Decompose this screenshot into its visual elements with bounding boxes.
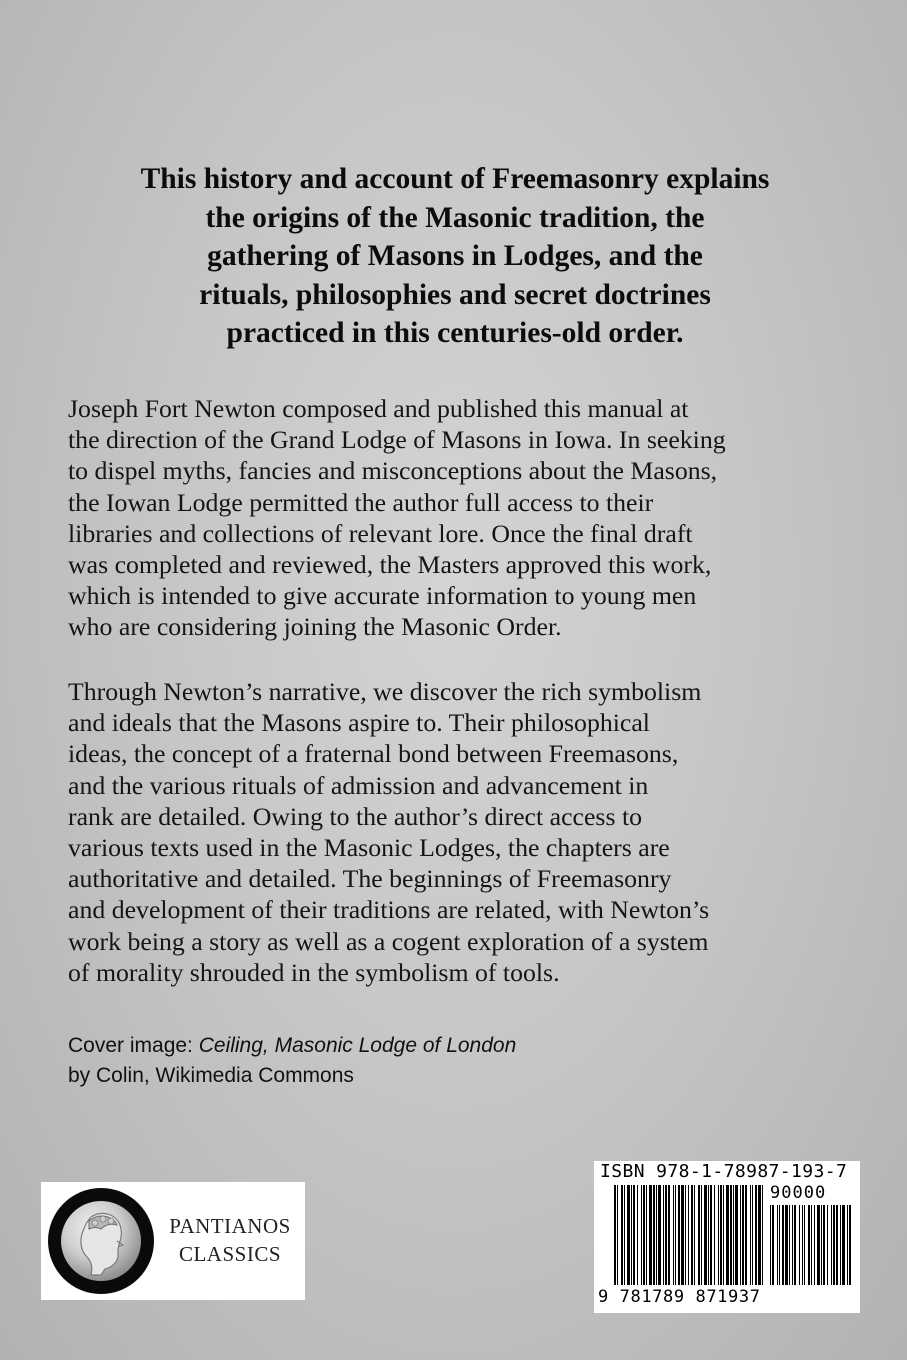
paragraph-line: and development of their traditions are related, with Newton’s (68, 895, 710, 925)
barcode-ean-digits: 9 781789 871937 (598, 1287, 761, 1307)
paragraph-line: authoritative and detailed. The beginnings of Freemasonry (68, 864, 672, 894)
paragraph-line: various texts used in the Masonic Lodges, the chapters are (68, 833, 670, 863)
credit-line (68, 1031, 516, 1061)
paragraph-line: of morality shrouded in the symbolism of tools. (68, 957, 560, 987)
tagline-line: practiced in this centuries-old order. (226, 317, 684, 349)
paragraph-line: work being a story as well as a cogent exploration of a system (68, 926, 709, 956)
paragraph-line: Through Newton’s narrative, we discover the rich symbolism (68, 677, 702, 706)
publisher-name-line-1: PANTIANOS (169, 1214, 291, 1238)
barcode-addon-digits: 90000 (770, 1183, 827, 1203)
tagline (60, 160, 850, 353)
paragraph-line: and the various rituals of admission and advancement in (68, 770, 649, 800)
paragraph-line: and ideals that the Masons aspire to. Their philosophical (68, 708, 650, 738)
description-paragraph-1 (68, 393, 726, 643)
portrait-relief (61, 1201, 141, 1281)
paragraph-line: rank are detailed. Owing to the author’s direct access to (68, 801, 643, 831)
publisher-name (159, 1212, 301, 1268)
tagline-line: gathering of Masons in Lodges, and the (207, 240, 703, 272)
tagline-line: rituals, philosophies and secret doctrines (199, 278, 711, 311)
paragraph-line: to dispel myths, fancies and misconceptions about the Masons, (68, 456, 718, 486)
paragraph-line: Joseph Fort Newton composed and published this manual at (68, 394, 689, 423)
isbn-label: ISBN 978-1-78987-193-7 (600, 1161, 848, 1182)
description-paragraph-2 (68, 676, 709, 988)
credit-title: Ceiling, Masonic Lodge of London (198, 1034, 517, 1057)
paragraph-line: which is intended to give accurate information to young men (68, 581, 697, 611)
paragraph-line: the Iowan Lodge permitted the author full access to their (68, 487, 654, 517)
paragraph-line: who are considering joining the Masonic Order. (68, 612, 562, 642)
paragraph-line: libraries and collections of relevant lore. Once the final draft (68, 518, 693, 548)
publisher-name-line-2: CLASSICS (178, 1242, 282, 1266)
publisher-logo (41, 1182, 305, 1300)
tagline-line: This history and account of Freemasonry explains (140, 163, 770, 195)
coin-portrait-icon (48, 1188, 154, 1294)
tagline-line: the origins of the Masonic tradition, the (205, 201, 705, 234)
paragraph-line: the direction of the Grand Lodge of Masons in Iowa. In seeking (68, 425, 726, 455)
credit-byline: by Colin, Wikimedia Commons (68, 1064, 354, 1087)
cover-image-credit (68, 1031, 516, 1091)
paragraph-line: was completed and reviewed, the Masters approved this work, (68, 550, 712, 580)
paragraph-line: ideas, the concept of a fraternal bond between Freemasons, (68, 739, 679, 769)
credit-label: Cover image: (68, 1034, 199, 1057)
isbn-barcode (594, 1161, 860, 1313)
